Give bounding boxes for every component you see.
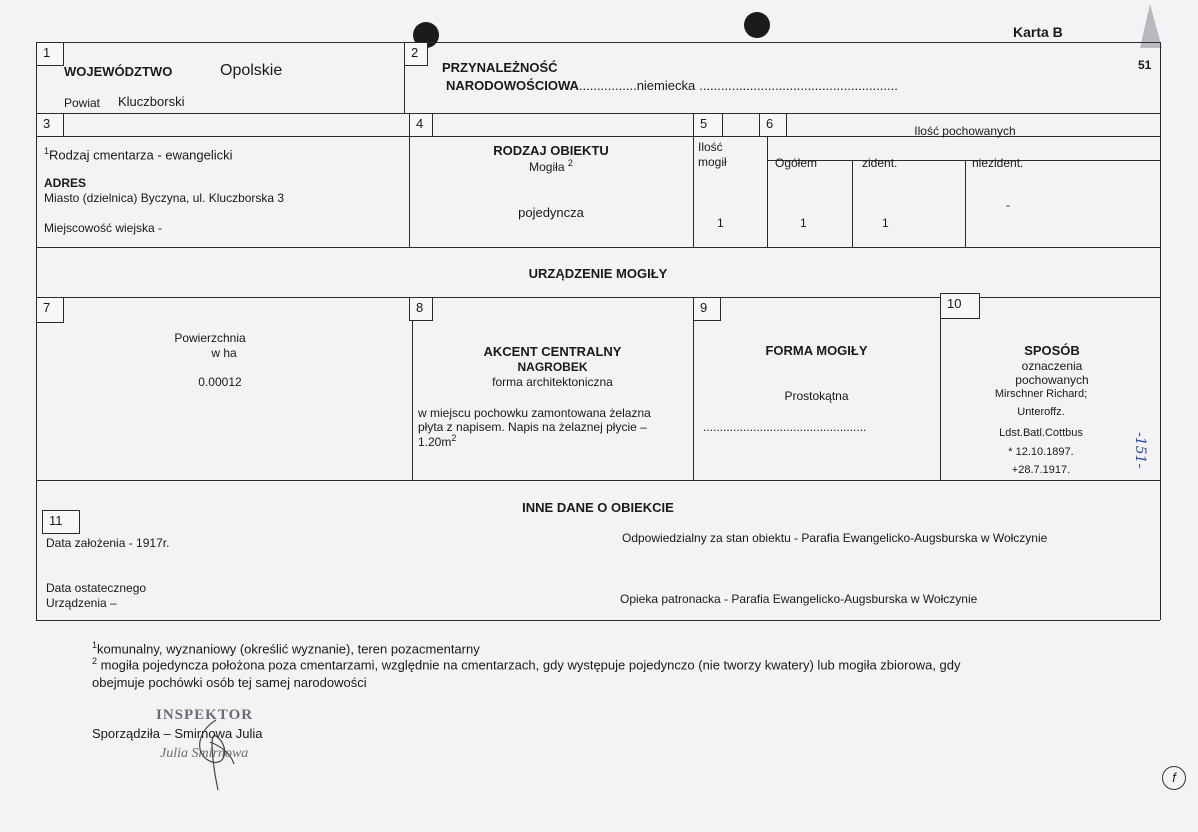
- buried-unidentified-value: -: [1006, 198, 1010, 212]
- other-data-title: INNE DANE O OBIEKCIE: [522, 500, 674, 515]
- box-number-2: 2: [404, 42, 428, 66]
- grid-line: [36, 480, 1160, 481]
- grid-line: [36, 113, 1160, 114]
- county-label: Powiat: [64, 96, 101, 110]
- footnote-1-text: komunalny, wyznaniowy (określić wyznanie), teren pozacmentarny: [97, 641, 480, 657]
- grid-line: [36, 42, 1160, 43]
- circled-mark-text: f: [1172, 770, 1176, 785]
- last-arrangement-label-2: Urządzenia –: [46, 596, 117, 610]
- page-number: 51: [1138, 58, 1152, 72]
- object-type-value: pojedyncza: [518, 205, 584, 220]
- box-number-11: 11: [42, 510, 80, 534]
- cemetery-type: [44, 146, 233, 162]
- tombstone-size-sup: 2: [451, 433, 457, 443]
- footnote-2-cont: obejmuje pochówki osób tej samej narodowości: [92, 675, 367, 690]
- box-number-1: 1: [36, 42, 64, 66]
- area-value: 0.00012: [198, 375, 242, 389]
- last-arrangement-label-1: Data ostatecznego: [46, 581, 147, 595]
- grid-line: [965, 160, 966, 247]
- voivodeship-value: Opolskie: [220, 62, 283, 79]
- box-number-10: 10: [940, 293, 980, 319]
- grid-line: [36, 620, 1160, 621]
- cemetery-type-text: Rodzaj cmentarza - ewangelicki: [49, 147, 233, 163]
- grid-line: [767, 160, 1160, 161]
- grid-line: [36, 297, 1160, 298]
- footnote-2-text: mogiła pojedyncza położona poza cmentarzami, względnie na cmentarzach, gdy występuje pojedynczo (nie tworzy kwatery) lub mogiła zbiorowa, gdy: [97, 657, 961, 673]
- grid-line: [767, 136, 768, 247]
- nationality-label-2: NARODOWOŚCIOWA: [446, 78, 579, 93]
- nationality-row: [446, 78, 898, 93]
- nationality-dots-before: ................: [578, 78, 637, 93]
- punch-hole-right: [744, 12, 770, 38]
- box-number-6: 6: [759, 113, 787, 137]
- buried-total-label: Ogółem: [775, 156, 818, 170]
- voivodeship-label: WOJEWÓDZTWO: [64, 64, 173, 79]
- nationality-value: niemiecka: [636, 78, 696, 93]
- buried-identified-value: 1: [882, 216, 889, 230]
- grid-line: [1160, 42, 1161, 620]
- area-label-2: w ha: [211, 346, 237, 360]
- footnote-1-mark: 1: [92, 640, 98, 650]
- graves-count-label-2: mogił: [698, 155, 727, 169]
- stamp-name: Julia Smirnowa: [160, 746, 249, 761]
- box-number-7: 7: [36, 297, 64, 323]
- grave-form-value: Prostokątna: [784, 389, 849, 403]
- footnote-2-mark: 2: [92, 656, 98, 666]
- object-type-footnote-mark: 2: [567, 158, 573, 168]
- side-sheet-number: -151-: [1132, 432, 1148, 469]
- circled-mark: [1162, 766, 1186, 790]
- founding-date: Data założenia - 1917r.: [46, 536, 170, 550]
- grid-line: [36, 247, 1160, 248]
- graves-count-value: 1: [717, 216, 724, 230]
- box-number-3: 3: [36, 113, 64, 137]
- grave-arrangement-title: URZĄDZENIE MOGIŁY: [528, 266, 668, 281]
- address-label: ADRES: [44, 176, 87, 190]
- grid-line: [940, 297, 941, 480]
- central-accent-title: AKCENT CENTRALNY: [483, 344, 622, 359]
- marking-title: SPOSÓB: [1024, 343, 1080, 358]
- responsible-party: Odpowiedzialny za stan obiektu - Parafia Ewangelicko-Augsburska w Wołczynie: [622, 531, 1048, 545]
- buried-person-name: Mirschner Richard;: [994, 388, 1088, 400]
- box-number-4: 4: [409, 113, 433, 137]
- inspector-stamp: INSPEKTOR: [156, 707, 254, 723]
- box-number-9: 9: [693, 297, 721, 321]
- tombstone-desc-2: płyta z napisem. Napis na żelaznej płycie –: [418, 420, 647, 434]
- tombstone-title: NAGROBEK: [517, 360, 588, 374]
- footnote-2: [92, 656, 961, 672]
- address-city: Miasto (dzielnica) Byczyna, ul. Kluczborska 3: [44, 191, 285, 205]
- buried-total-value: 1: [800, 216, 807, 230]
- grave-form-dots: .................................................: [703, 420, 867, 434]
- patronage-care: Opieka patronacka - Parafia Ewangelicko-Augsburska w Wołczynie: [620, 592, 978, 606]
- buried-person-birth: * 12.10.1897.: [1008, 446, 1074, 458]
- area-label-1: Powierzchnia: [174, 331, 246, 345]
- box-number-8: 8: [409, 297, 433, 321]
- grave-form-title: FORMA MOGIŁY: [765, 343, 868, 358]
- marking-sub-1: oznaczenia: [1021, 359, 1083, 373]
- card-label: Karta B: [1013, 24, 1063, 40]
- grid-line: [852, 160, 853, 247]
- address-village: Miejscowość wiejska -: [44, 221, 163, 235]
- tombstone-desc-3: [418, 433, 456, 449]
- handwritten-signature: [186, 712, 246, 796]
- footnote-1: [92, 640, 480, 656]
- tombstone-desc-1: w miejscu pochowku zamontowana żelazna: [418, 406, 651, 420]
- graves-count-label-1: Ilość: [698, 140, 723, 154]
- corner-tab-mark: [1136, 0, 1170, 52]
- object-type-sub: [409, 158, 693, 174]
- prepared-by: Sporządziła – Smirnowa Julia: [92, 726, 263, 741]
- nationality-label-1: PRZYNALEŻNOŚĆ: [442, 60, 558, 75]
- object-type-sub-text: Mogiła: [529, 160, 565, 174]
- buried-count-title: Ilość pochowanych: [914, 124, 1016, 138]
- marking-sub-2: pochowanych: [1015, 373, 1089, 387]
- nationality-dots-after: .......................................................: [699, 78, 898, 93]
- buried-identified-label: zident.: [862, 156, 898, 170]
- buried-person-rank: Unteroffz.: [1017, 406, 1065, 418]
- buried-person-unit: Ldst.Batl.Cottbus: [999, 427, 1083, 439]
- object-type-title: RODZAJ OBIEKTU: [493, 143, 609, 158]
- tombstone-size: 1.20m: [418, 435, 452, 449]
- cemetery-type-footnote-mark: 1: [44, 146, 50, 156]
- architectural-form-label: forma architektoniczna: [492, 375, 613, 389]
- buried-person-death: +28.7.1917.: [1011, 464, 1071, 476]
- box-number-5: 5: [693, 113, 723, 137]
- buried-unidentified-label: niezident.: [972, 156, 1024, 170]
- county-value: Kluczborski: [118, 94, 185, 109]
